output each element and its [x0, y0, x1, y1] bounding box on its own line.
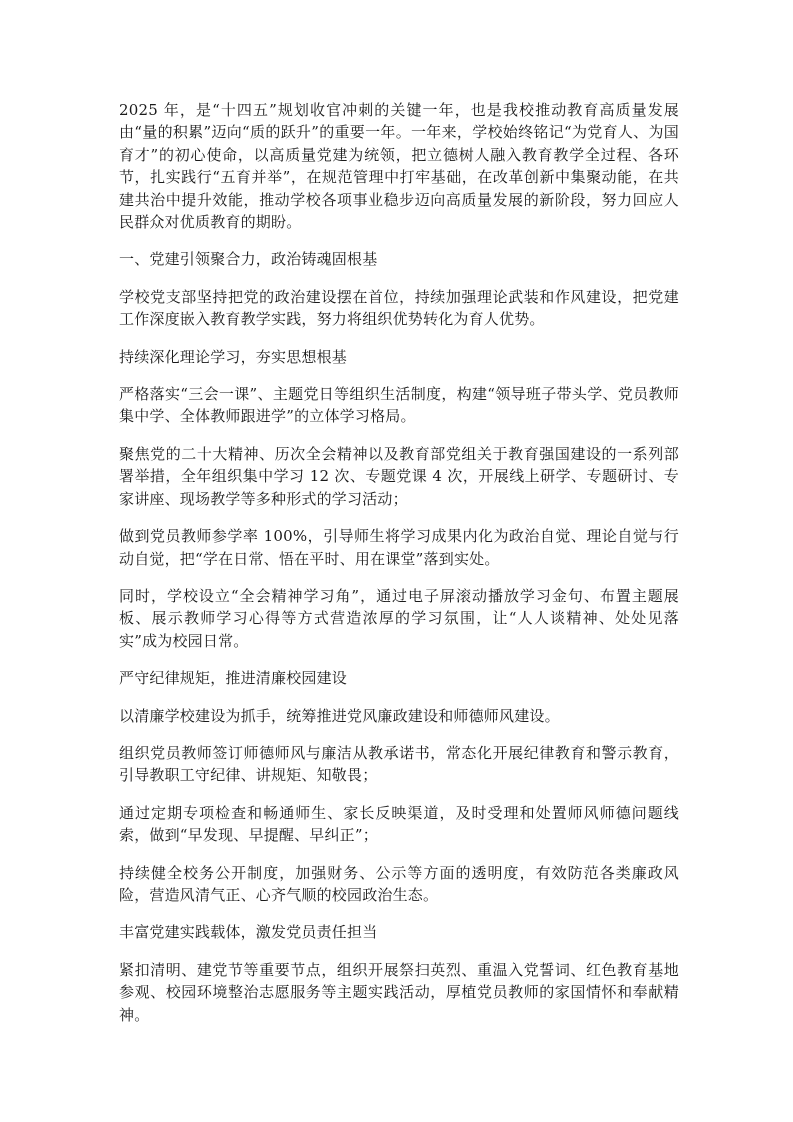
paragraph: 同时，学校设立“全会精神学习角”，通过电子屏滚动播放学习金句、布置主题展板、展示教师学习心得等方式营造浓厚的学习氛围，让“人人谈精神、处处见落实”成为校园日常。 — [119, 586, 679, 650]
subheading-practice: 丰富党建实践载体，激发党员责任担当 — [119, 923, 378, 942]
paragraph: 学校党支部坚持把党的政治建设摆在首位，持续加强理论武装和作风建设，把党建工作深度嵌入教育教学实践，努力将组织优势转化为育人优势。 — [119, 287, 679, 329]
subheading-theory-study: 持续深化理论学习，夯实思想根基 — [119, 347, 348, 366]
paragraph: 做到党员教师参学率 100%，引导师生将学习成果内化为政治自觉、理论自觉与行动自觉，把“学在日常、悟在平时、用在课堂”落到实处。 — [119, 527, 679, 568]
paragraph: 持续健全校务公开制度，加强财务、公示等方面的透明度，有效防范各类廉政风险，营造风清气正、心齐气顺的校园政治生态。 — [119, 863, 679, 904]
paragraph: 通过定期专项检查和畅通师生、家长反映渠道，及时受理和处置师风师德问题线索，做到“早发现、早提醒、早纠正”； — [119, 803, 679, 845]
intro-paragraph: 2025 年，是“十四五”规划收官冲刺的关键一年，也是我校推动教育高质量发展由“量的积累”迈向“质的跃升”的重要一年。一年来，学校始终铭记“为党育人、为国育才”的初心使命，以高质量党建为统领，把立德树人融入教育教学全过程、各环节，扎实践行“五育并举”，在规范管理中打牢基础，在改革创新中集聚动能，在共建共治中提升效能，推动学校各项事业稳步迈向高质量发展的新阶段，努力回应人民群众对优质教育的期盼。 — [119, 101, 679, 232]
paragraph: 严格落实“三会一课”、主题党日等组织生活制度，构建“领导班子带头学、党员教师集中学、全体教师跟进学”的立体学习格局。 — [119, 385, 679, 426]
paragraph: 以清廉学校建设为抓手，统筹推进党风廉政建设和师德师风建设。 — [119, 706, 560, 725]
paragraph: 紧扣清明、建党节等重要节点，组织开展祭扫英烈、重温入党誓词、红色教育基地参观、校园环境整治志愿服务等主题实践活动，厚植党员教师的家国情怀和奉献精神。 — [119, 960, 679, 1024]
subheading-discipline: 严守纪律规矩，推进清廉校园建设 — [119, 669, 348, 688]
section-heading-1: 一、党建引领聚合力，政治铸魂固根基 — [119, 250, 378, 269]
paragraph: 组织党员教师签订师德师风与廉洁从教承诺书，常态化开展纪律教育和警示教育，引导教职工守纪律、讲规矩、知敬畏； — [119, 743, 679, 785]
paragraph: 聚焦党的二十大精神、历次全会精神以及教育部党组关于教育强国建设的一系列部署举措，全年组织集中学习 12 次、专题党课 4 次，开展线上研学、专题研讨、专家讲座、现场教学等多种形式的学习活动； — [119, 444, 679, 508]
document-page — [119, 99, 679, 1041]
